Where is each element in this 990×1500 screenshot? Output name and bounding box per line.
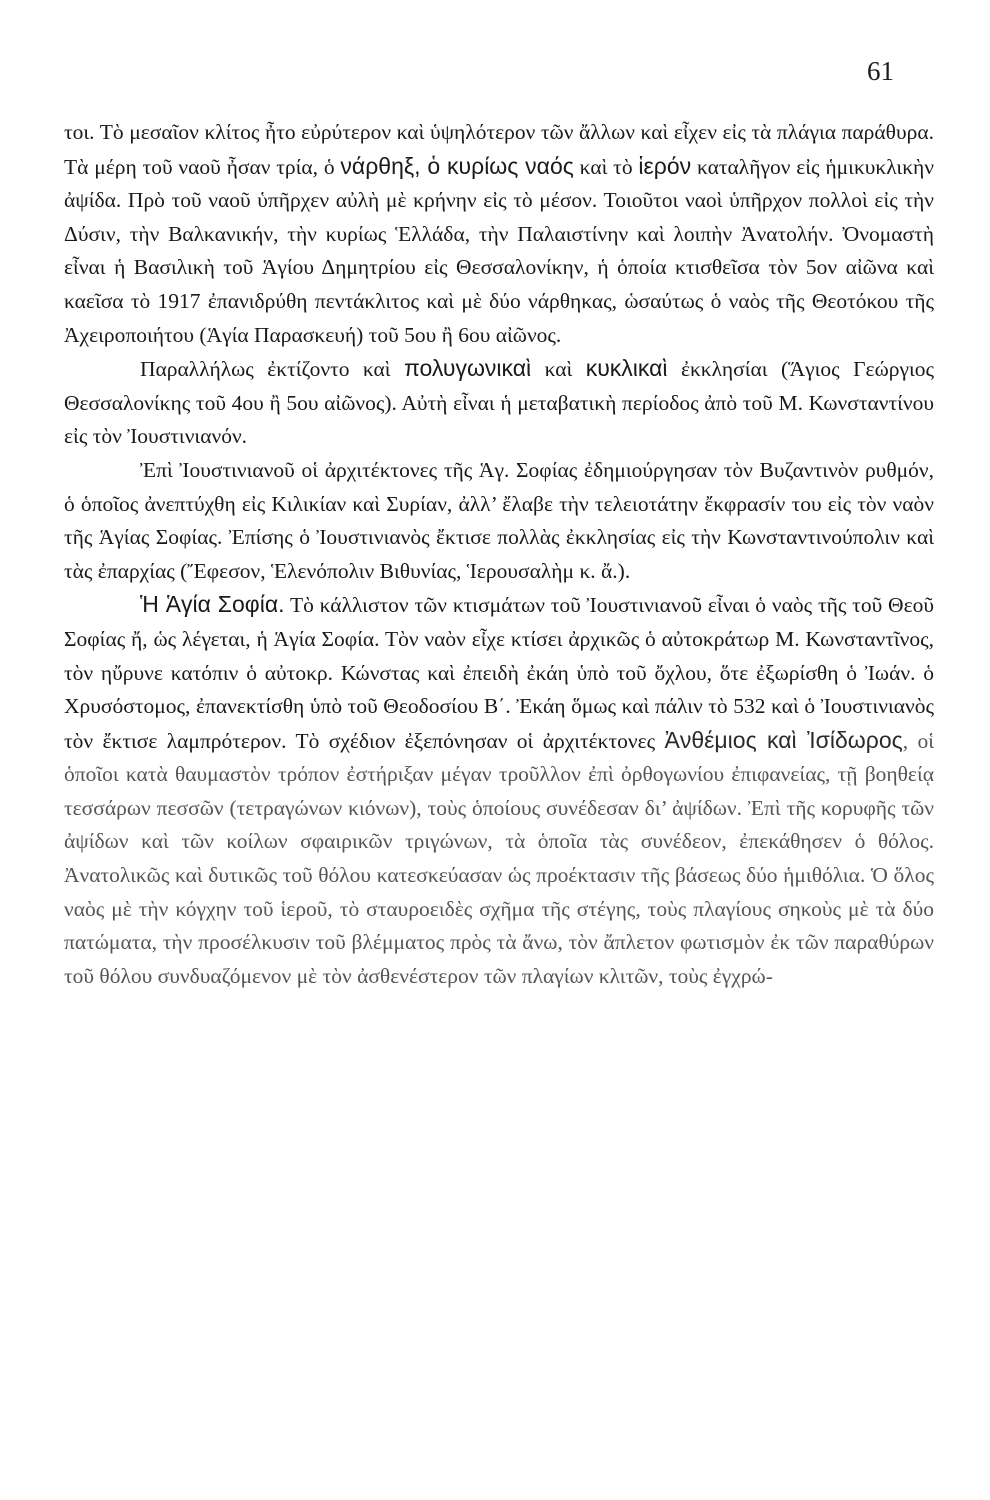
text-run: Ἐπὶ Ἰουστινιανοῦ οἱ ἀρχιτέκτονες τῆς Ἁγ. Σοφίας ἐδημιούργησαν τὸν Βυζαντινὸν ρυθμόν, ὁ ὁποῖος ἀνεπτύχθη εἰς Κιλικίαν καὶ Συρίαν, ἀλλ’ ἔλαβε τὴν τελειοτάτην ἔκφρασίν του εἰς τὸν ναὸν τῆς Ἁγίας Σοφίας. Ἐπίσης ὁ Ἰουστινιανὸς ἔκτισε πολλὰς ἐκκλησίας εἰς τὴν Κωνσταντινούπολιν καὶ τὰς ἐπαρχίας (Ἔφεσον, Ἑλενόπολιν Βιθυνίας, Ἱερουσαλὴμ κ. ἄ.). <box>64 457 934 583</box>
text-run: τοι. Τὸ μεσαῖον κλίτος ἦτο εὐρύτερον καὶ ὑψηλότερον τῶν ἄλλων καὶ εἶχεν εἰς τὰ πλάγια παράθυρα. Τὰ μέρη τοῦ ναοῦ ἦσαν τρία, ὁ <box>64 120 934 179</box>
paragraph-2 <box>64 352 934 454</box>
emphasis-run: πολυγωνικαὶ <box>404 355 532 382</box>
paragraph-4 <box>64 588 934 993</box>
text-run: , οἱ ὁποῖοι κατὰ θαυμαστὸν τρόπον ἐστήριξαν μέγαν τροῦλλον ἐπὶ ὀρθογωνίου ἐπιφανείας, τῇ βοηθείᾳ τεσσάρων πεσσῶν (τετραγώνων κιόνων), τοὺς ὁποίους συνέδεσαν δι’ ἀψίδων. Ἐπὶ τῆς κορυφῆς τῶν ἀψίδων καὶ τῶν κοίλων σφαιρικῶν τριγώνων, τὰ ὁποῖα τὰς συνέδεον, ἐπεκάθησεν ὁ θόλος. Ἀνατολικῶς καὶ δυτικῶς τοῦ θόλου κατεσκεύασαν ὡς προέκτασιν τῆς βάσεως δύο ἡμιθόλια. Ὁ ὅλος ναὸς μὲ τὴν κόγχην τοῦ ἱεροῦ, τὸ σταυροειδὲς σχῆμα τῆς στέγης, τοὺς πλαγίους σηκοὺς μὲ τὰ δύο πατώματα, τὴν προσέλκυσιν τοῦ βλέμματος πρὸς τὰ ἄνω, τὸν ἄπλετον φωτισμὸν ἐκ τῶν παραθύρων τοῦ θόλου συνδυαζόμενον μὲ τὸν ἀσθενέστερον τῶν πλαγίων κλιτῶν, τοὺς ἐγχρώ- <box>64 728 934 988</box>
text-run: Τὸ κάλλιστον τῶν κτισμάτων τοῦ Ἰουστινιανοῦ εἶναι ὁ ναὸς τῆς τοῦ Θεοῦ Σοφίας ἤ, ὡς λέγεται, ἡ Ἁγία Σοφία. Τὸν ναὸν εἶχε κτίσει ἀρχικῶς ὁ αὐτοκράτωρ Μ. Κωνσταντῖνος, τὸν ηὔρυνε κατόπιν ὁ αὐτοκρ. Κώνστας καὶ ἐπειδὴ ἐκάη ὑπὸ τοῦ ὄχλου, ὅτε ἐξωρίσθη ὁ Ἰωάν. ὁ Χρυσόστομος, ἐπανεκτίσθη ὑπὸ τοῦ Θεοδοσίου Β΄. Ἐκάη ὅμως καὶ πάλιν τὸ 532 καὶ ὁ Ἰουστινιανὸς τὸν ἔκτισε λαμπρότερον. Τὸ σχέδιον ἐξεπόνησαν οἱ ἀρχιτέκτονες <box>64 593 934 753</box>
text-run: Παραλλήλως ἐκτίζοντο καὶ <box>140 357 405 382</box>
text-run: καὶ <box>531 357 586 382</box>
emphasis-run: νάρθηξ, ὁ κυρίως ναός <box>340 152 574 179</box>
text-run: καταλῆγον εἰς ἡμικυκλικὴν ἀψίδα. Πρὸ τοῦ ναοῦ ὑπῆρχεν αὐλὴ μὲ κρήνην εἰς τὸ μέσον. Τοιοῦτοι ναοὶ ὑπῆρχον πολλοὶ εἰς τὴν Δύσιν, τὴν Βαλκανικήν, τὴν κυρίως Ἑλλάδα, τὴν Παλαιστίνην καὶ λοιπὴν Ἀνατολήν. Ὀνομαστὴ εἶναι ἡ Βασιλικὴ τοῦ Ἁγίου Δημητρίου εἰς Θεσσαλονίκην, ἡ ὁποία κτισθεῖσα τὸν 5ον αἰῶνα καὶ καεῖσα τὸ 1917 ἐπανιδρύθη πεντάκλιτος καὶ μὲ δύο νάρθηκας, ὡσαύτως ὁ ναὸς τῆς Θεοτόκου τῆς Ἀχειροποιήτου (Ἁγία Παρασκευή) τοῦ 5ου ἢ 6ου αἰῶνος. <box>64 154 934 347</box>
section-heading: Ἡ Ἁγία Σοφία. <box>140 591 285 618</box>
page-number: 61 <box>867 56 894 86</box>
paragraph-1 <box>64 116 934 352</box>
emphasis-run: Ἀνθέμιος καὶ Ἰσίδωρος <box>664 726 903 753</box>
body-text <box>64 116 934 993</box>
text-run: ἐκκλησίαι (Ἅγιος Γεώργιος Θεσσαλονίκης τοῦ 4ου ἢ 5ου αἰῶνος). Αὐτὴ εἶναι ἡ μεταβατικὴ περίοδος ἀπὸ τοῦ Μ. Κωνσταντίνου εἰς τὸν Ἰουστινιανόν. <box>64 357 934 449</box>
text-run: καὶ τὸ <box>573 154 639 179</box>
paragraph-3 <box>64 454 934 588</box>
emphasis-run: κυκλικαὶ <box>585 355 668 382</box>
emphasis-run: ἱερόν <box>638 152 692 179</box>
